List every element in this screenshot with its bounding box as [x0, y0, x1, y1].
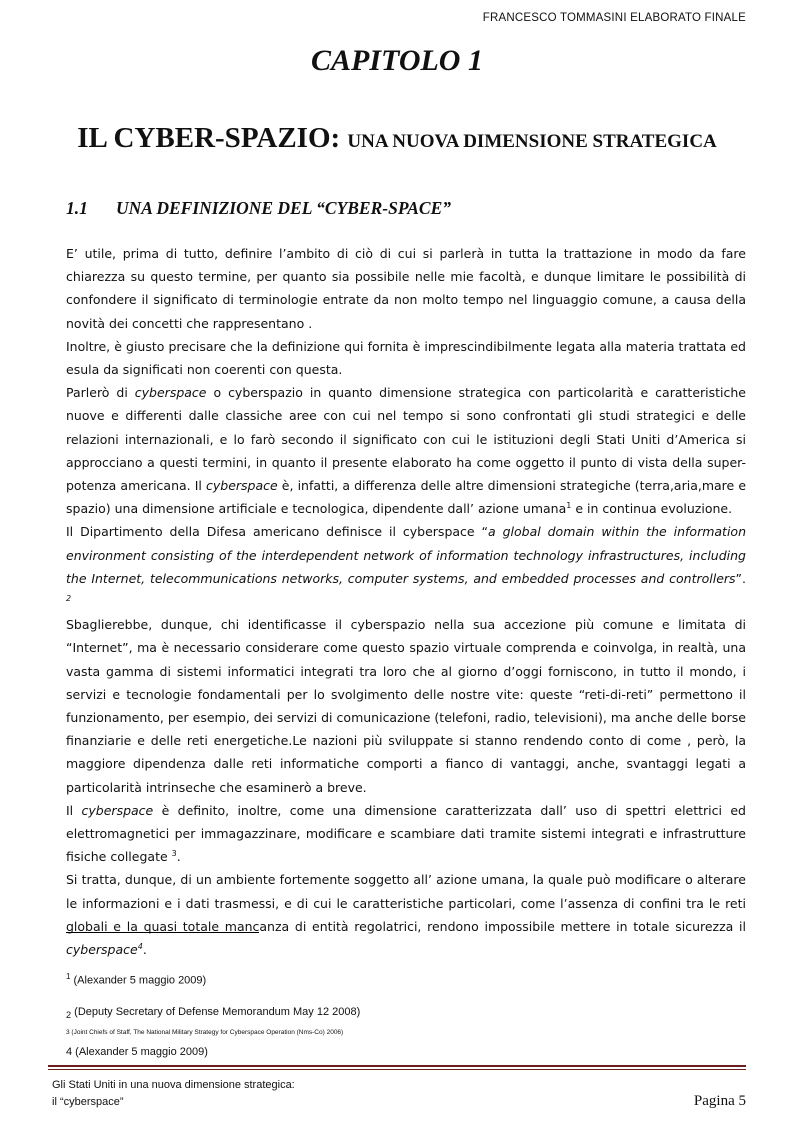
chapter-label: CAPITOLO 1 — [311, 44, 483, 77]
footnote-1: $^1$ (Alexander 5 maggio 2009) — [66, 972, 207, 987]
chapter-title — [0, 122, 794, 155]
footnote-divider — [66, 932, 259, 933]
footer-title: Gli Stati Uniti in una nuova dimensione strategica: il “cyberspace” — [52, 1079, 295, 1108]
paragraph: E’ utile, prima di tutto, definire l’ambito di ciò di cui si parlerà in tutta la trattazione in modo da fare chiarezza su questo termine, per quanto sia possibile nelle mie facoltà, e dunque limitare le possibilità di confondere il significato di terminologie entrate da non molto tempo nel linguaggio comune, a causa della novità dei concetti che rappresentano . — [66, 246, 746, 331]
footnote-ref: 2 — [66, 593, 72, 603]
section-heading — [66, 198, 451, 219]
footnote-ref: 1 — [566, 501, 572, 511]
paragraph: Si tratta, dunque, di un ambiente fortemente soggetto all’ azione umana, la quale può modificare o alterare le informazioni e i dati trasmessi, e di cui le caratteristiche particolari, come l’assenza di confini tra le reti globali e la quasi totale mancanza di entità regolatrici, rendono impossibile mettere in totale sicurezza il cyberspace$^4$. — [66, 872, 746, 958]
paragraph: Il Dipartimento della Difesa americano definisce il cyberspace “a global domain within the information environment consisting of the interdependent network of information technology infrastructures, including the Internet, telecommunications networks, computer systems, and embedded processes and controllers”. $^2$ — [66, 524, 746, 603]
paragraph: Sbaglierebbe, dunque, chi identificasse il cyberspazio nella sua accezione più comune e limitata di “Internet”, ma è necessario considerare come questo spazio virtuale comprenda e coinvolga, in realtà, una vasta gamma di sistemi informatici integrati tra loro che al giorno d’oggi forniscono, in tutto il mondo, i servizi e tecnologie fondamentali per lo svolgimento delle nostre vite: queste “reti-di-reti” permettono il funzionamento, per esempio, dei servizi di comunicazione (telefoni, radio, televisioni), ma anche delle borse finanziarie e delle reti energetiche.Le nazioni più sviluppate si stanno rendendo conto di come , però, la maggiore dipendenza dalle reti informatiche comporti a fianco di vantaggi, anche, svantaggi legati a particolarità intrinseche che esaminerò a breve. — [66, 617, 746, 795]
footnote-2: $_2$ (Deputy Secretary of Defense Memorandum May 12 2008) — [66, 1006, 361, 1021]
paragraph: Inoltre, è giusto precisare che la definizione qui fornita è imprescindibilmente legata alla materia trattata ed esula da significati non coerenti con questa. — [66, 338, 746, 378]
paragraph: Parlerò di cyberspace o cyberspazio in quanto dimensione strategica con particolarità e caratteristiche nuove e differenti dalle classiche aree con cui nel tempo si sono confrontati gli studi strategici e delle relazioni internazionali, e lo farò secondo il significato con cui le istituzioni degli Stati Uniti d’America si approcciano a questi termini, in quanto il presente elaborato ha come oggetto il punto di vista della super-potenza americana. Il cyberspace è, infatti, a differenza delle altre dimensioni strategiche (terra,aria,mare e spazio) una dimensione artificiale e tecnologica, dipendente dall’ azione umana$^1$ e in continua evoluzione. — [66, 385, 747, 517]
footer-rule — [48, 1065, 746, 1067]
footnote-3: 3 (Joint Chiefs of Staff, The National Military Strategy for Cyberspace Operation (Nms-Co) 2006) — [66, 1029, 344, 1036]
page-number: Pagina 5 — [693, 1093, 746, 1109]
chapter-title-sub: UNA NUOVA DIMENSIONE STRATEGICA — [347, 131, 717, 152]
chapter-title-main: IL CYBER-SPAZIO: — [77, 122, 348, 154]
footnote-4: 4 (Alexander 5 maggio 2009) — [66, 1046, 208, 1058]
section-title: UNA DEFINIZIONE DEL “CYBER-SPACE” — [116, 198, 451, 218]
paragraph: Il cyberspace è definito, inoltre, come una dimensione caratterizzata dall’ uso di spettri elettrici ed elettromagnetici per immagazzinare, modificare e scambiare dati tramite sistemi integrati e infrastrutture fisiche collegate $^3$. — [66, 802, 746, 865]
footnote-ref: 4 — [137, 941, 143, 951]
footer-rule — [48, 1069, 746, 1070]
footnote-ref: 3 — [171, 849, 177, 859]
body-text — [66, 242, 746, 961]
section-number: 1.1 — [66, 198, 88, 218]
running-head: FRANCESCO TOMMASINI ELABORATO FINALE — [482, 12, 746, 24]
